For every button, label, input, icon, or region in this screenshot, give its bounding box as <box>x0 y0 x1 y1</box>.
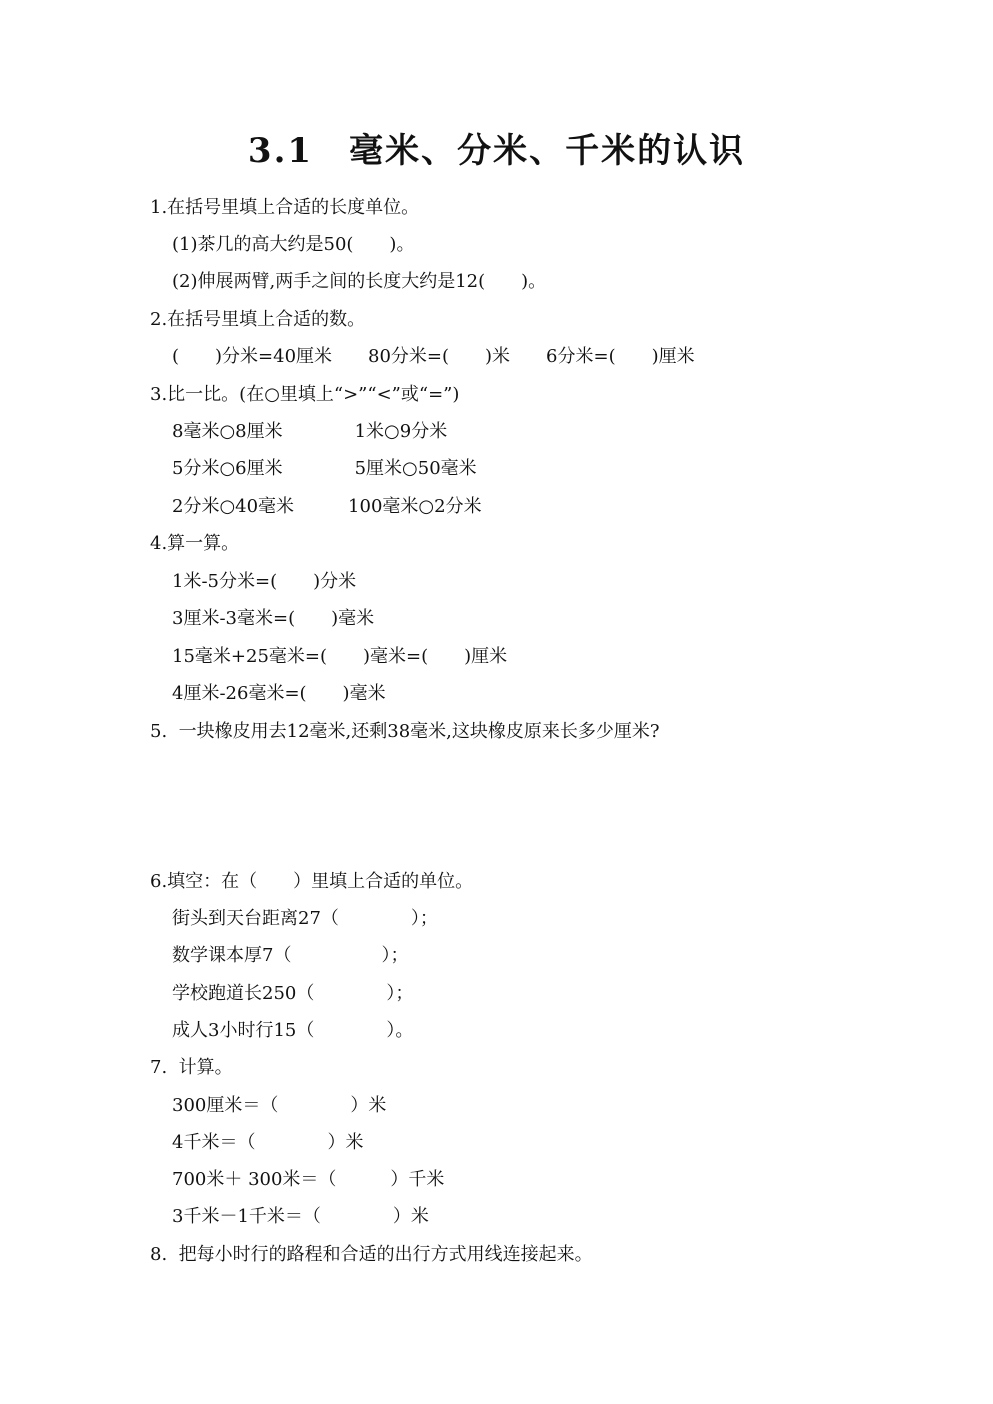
question-4-prompt: 4.算一算。 <box>150 533 240 554</box>
question-3-row-2: 5分米○6厘米 5厘米○50毫米 <box>172 458 477 479</box>
question-7-item-3: 700米＋ 300米＝（ ）千米 <box>172 1169 445 1190</box>
question-4-item-3: 15毫米+25毫米=( )毫米=( )厘米 <box>172 646 508 667</box>
question-1-prompt: 1.在括号里填上合适的长度单位。 <box>150 197 420 218</box>
question-6-item-1: 街头到天台距离27（ ）； <box>172 908 438 929</box>
question-7-item-2: 4千米＝（ ）米 <box>172 1132 364 1153</box>
question-3-row-1: 8毫米○8厘米 1米○9分米 <box>172 421 448 442</box>
question-4-item-1: 1米-5分米=( )分米 <box>172 571 357 592</box>
question-3-prompt: 3.比一比。(在○里填上“>”“<”或“=”) <box>150 384 460 405</box>
question-4-item-4: 4厘米-26毫米=( )毫米 <box>172 683 386 704</box>
question-7-item-4: 3千米－1千米＝（ ）米 <box>172 1206 429 1227</box>
question-2-prompt: 2.在括号里填上合适的数。 <box>150 309 366 330</box>
question-3-row-3: 2分米○40毫米 100毫米○2分米 <box>172 496 482 517</box>
question-2-items: ( )分米=40厘米 80分米=( )米 6分米=( )厘米 <box>172 346 695 367</box>
question-6-item-4: 成人3小时行15（ ）。 <box>172 1020 414 1041</box>
question-7-prompt: 7. 计算。 <box>150 1057 233 1078</box>
question-8-prompt: 8. 把每小时行的路程和合适的出行方式用线连接起来。 <box>150 1244 593 1265</box>
question-6-prompt: 6.填空：在（ ）里填上合适的单位。 <box>150 871 474 892</box>
question-5-prompt: 5. 一块橡皮用去12毫米,还剩38毫米,这块橡皮原来长多少厘米? <box>150 721 660 742</box>
question-6-item-3: 学校跑道长250（ ）； <box>172 983 414 1004</box>
question-7-item-1: 300厘米＝（ ）米 <box>172 1095 387 1116</box>
page-title: 3.1 毫米、分米、千米的认识 <box>247 131 746 171</box>
question-4-item-2: 3厘米-3毫米=( )毫米 <box>172 608 375 629</box>
question-1-item-1: (1)茶几的高大约是50( )。 <box>172 234 415 255</box>
question-1-item-2: (2)伸展两臂,两手之间的长度大约是12( )。 <box>172 271 547 292</box>
question-6-item-2: 数学课本厚7（ ）； <box>172 945 409 966</box>
